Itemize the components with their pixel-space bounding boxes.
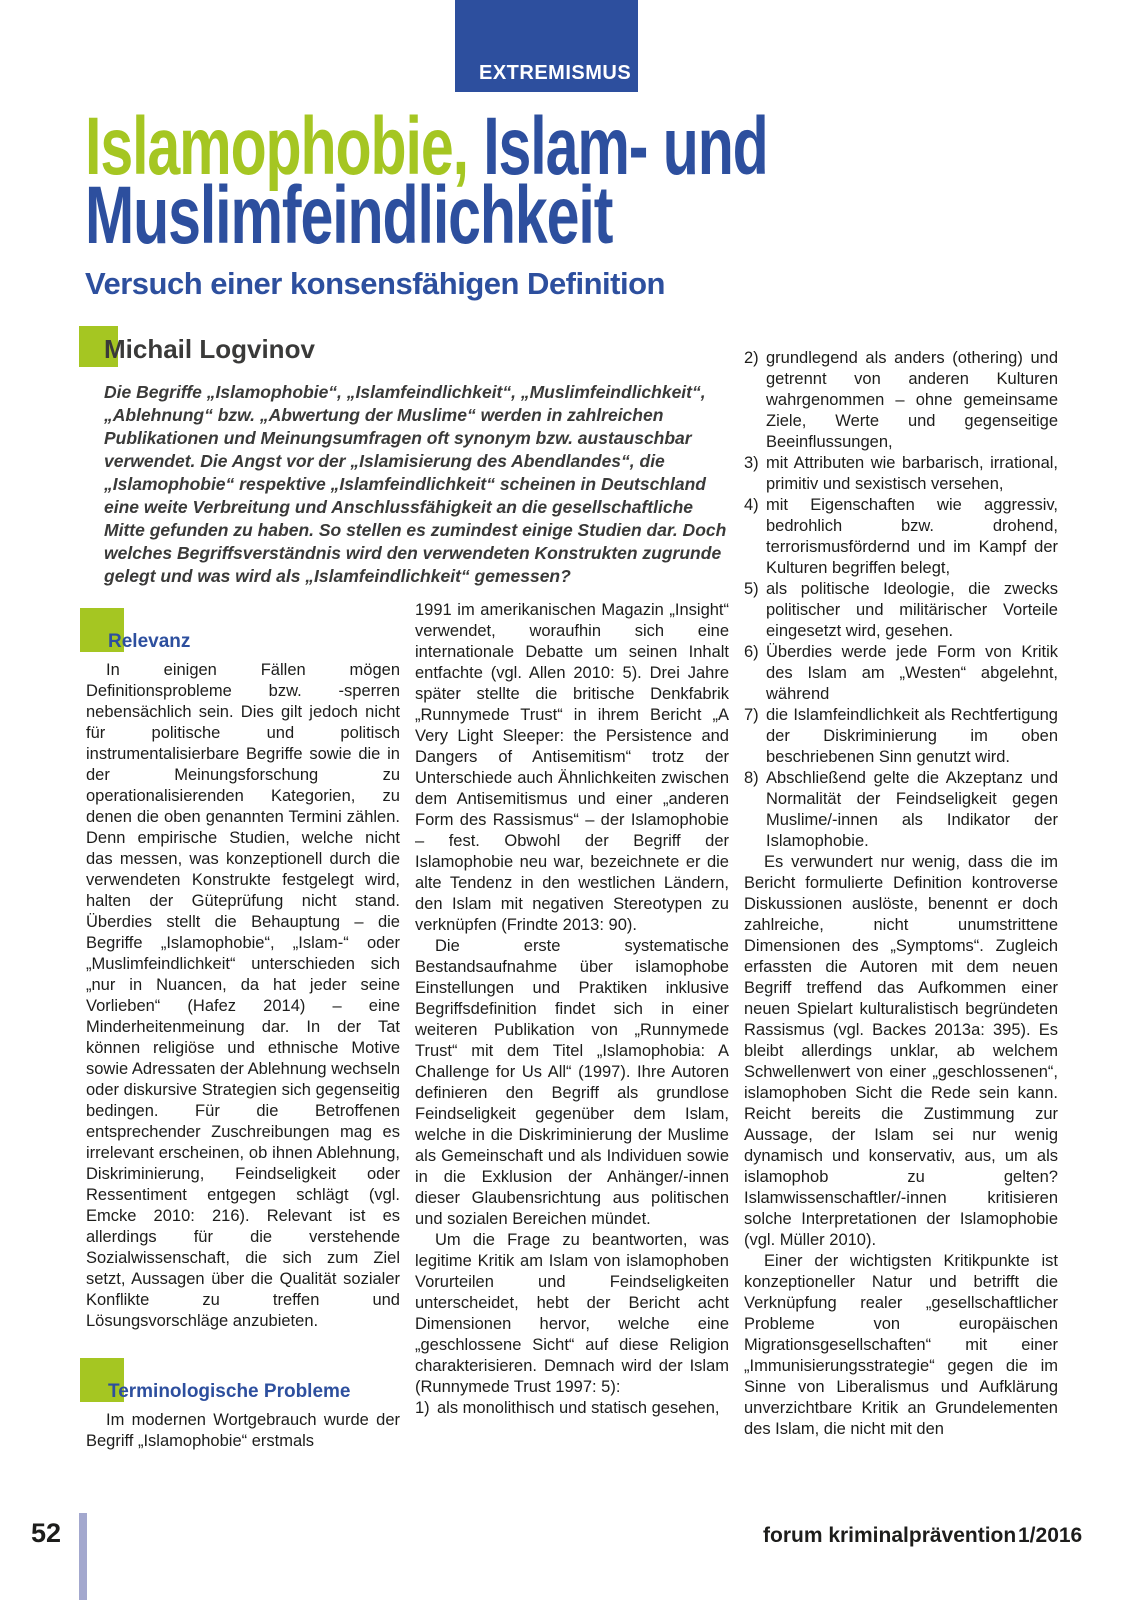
footer-decor-bar [79,1513,87,1600]
title-highlight: Islamophobie, [85,101,484,192]
list-item [744,579,1058,642]
item-text: Abschließend gelte die Akzeptanz und Normalität der Feindseligkeit gegen Muslime/-innen als Indikator der Islamophobie. [766,769,1058,850]
list-item [744,705,1058,768]
item-number: 6) [744,643,759,661]
item-number: 1) [415,1399,430,1417]
item-text: als monolithisch und statisch gesehen, [437,1399,720,1417]
section-heading-label: Relevanz [108,631,191,652]
item-number: 3) [744,454,759,472]
item-text: grundlegend als anders (othering) und getrennt von anderen Kulturen wahrgenommen – ohne gemeinsame Ziele, Werte und gegenseitige Beeinflussungen, [766,349,1058,451]
section-heading-terminologische-probleme [86,1350,400,1402]
column-2 [415,600,729,1419]
paragraph: Einer der wichtigsten Kritikpunkte ist konzeptioneller Natur und betrifft die Verknüpfung realer „gesellschaftlicher Probleme von europäischen Migrationsgesellschaften“ mit einer „Immunisierungsstrategie“ gegen die im Sinne von Liberalismus und Aufklärung unverzichtbare Kritik an Grundelementen des Islam, die nicht mit den [744,1252,1058,1438]
footer-journal-name: forum kriminalprävention [763,1524,1017,1547]
item-text: Überdies werde jede Form von Kritik des Islam am „Westen“ abgelehnt, während [766,643,1058,703]
item-number: 2) [744,349,759,367]
item-text: mit Attributen wie barbarisch, irrational, primitiv und sexistisch versehen, [766,454,1058,493]
item-number: 4) [744,496,759,514]
paragraph: Im modernen Wortgebrauch wurde der Begriff „Islamophobie“ erstmals [86,1411,400,1450]
item-text: mit Eigenschaften wie aggressiv, bedrohlich bzw. drohend, terrorismusfördernd und im Kampf der Kulturen begriffen belegt, [766,496,1058,577]
item-number: 7) [744,706,759,724]
list-item [415,1398,729,1419]
paragraph: Die erste systematische Bestandsaufnahme über islamophobe Einstellungen und Praktiken inklusive Begriffsdefinition findet sich in einer weiteren Publikation von „Runnymede Trust“ mit dem Titel „Islamophobia: A Challenge for Us All“ (1997). Ihre Autoren definieren den Begriff als grundlose Feindseligkeit gegenüber dem Islam, welche in die Diskriminierung der Muslime als Gemeinschaft und als Individuen sowie in die Exklusion der Anhänger/-innen dieser Glaubensrichtung aus politischen und sozialen Bereichen mündet. [415,937,729,1228]
title-line2: Muslimfeindlichkeit [85,170,613,261]
list-item [744,642,1058,705]
section-banner [455,0,638,92]
paragraph: In einigen Fällen mögen Definitionsprobleme bzw. -sperren nebensächlich sein. Dies gilt jedoch nicht für politische und politisch instrumentalisierbare Begriffe sowie die in der Meinungsforschung zu operationalisierenden Kategorien, zu denen die oben genannten Termini zählen. Denn empirische Studien, welche nicht das messen, was konzeptionell durch die verwendeten Konstrukte festgelegt wird, halten der Güteprüfung nicht stand. Überdies stellt die Behauptung – die Begriffe „Islamophobie“, „Islam-“ oder „Muslimfeindlichkeit“ unterschieden sich „nur in Nuancen, da hat jeder seine Vorlieben“ (Hafez 2014) – eine Minderheitenmeinung dar. In der Tat können religiöse und ethnische Motive sowie Adressaten der Ablehnung wechseln oder diskursive Strategien sich gegenseitig bedingen. Für die Betroffenen entsprechender Zuschreibungen mag es irrelevant erscheinen, ob ihnen Ablehnung, Diskriminierung, Feindseligkeit oder Ressentiment entgegen schlägt (vgl. Emcke 2010: 216). Relevant ist es allerdings für die verstehende Sozialwissenschaft, die sich zum Ziel setzt, Aussagen über die Qualität sozialer Konflikte zu treffen und Lösungsvorschläge anzubieten. [86,661,400,1330]
paragraph: Es verwundert nur wenig, dass die im Bericht formulierte Definition kontroverse Diskussionen auslöste, benennt er doch zahlreiche, nicht unumstrittene Dimensionen des „Symptoms“. Zugleich erfassten die Autoren mit dem neuen Begriff treffend das Aufkommen einer neuen Spielart kulturalistisch begründeten Rassismus (vgl. Backes 2013a: 395). Es bleibt allerdings unklar, ab welchem Schwellenwert von einer „geschlossenen“, islamophoben Sicht die Rede sein kann. Reicht bereits die Zustimmung zur Aussage, der Islam sei nur wenig dynamisch und konservativ, aus, um als islamophob zu gelten? Islamwissenschaftler/-innen kritisieren solche Interpretationen der Islamophobie (vgl. Müller 2010). [744,853,1058,1249]
list-item [744,768,1058,852]
item-number: 8) [744,769,759,787]
title-rest: Islam- und [483,101,768,192]
section-heading-relevanz [86,600,400,652]
item-number: 5) [744,580,759,598]
section-label: EXTREMISMUS [479,62,632,84]
footer-page-number: 52 [31,1518,62,1548]
paragraph: Um die Frage zu beantworten, was legitime Kritik am Islam von islamophoben Vorurteilen und Feindseligkeiten unterscheidet, hebt der Bericht acht Dimensionen hervor, welche eine „geschlossene Sicht“ auf diese Religion charakterisieren. Demnach wird der Islam (Runnymede Trust 1997: 5): [415,1231,729,1396]
item-text: die Islamfeindlichkeit als Rechtfertigung der Diskriminierung im oben beschriebenen Sinn genutzt wird. [766,706,1058,766]
paragraph: 1991 im amerikanischen Magazin „Insight“ verwendet, woraufhin sich eine internationale Debatte um seinen Inhalt entfachte (vgl. Allen 2010: 5). Drei Jahre später stellte die britische Denkfabrik „Runnymede Trust“ in ihrem Bericht „A Very Light Sleeper: the Persistence and Dangers of Antisemitism“ trotz der Unterschiede auch Ähnlichkeiten zwischen dem Antisemitismus und einer „anderen Form des Rassismus“ – der Islamophobie – fest. Obwohl der Begriff der Islamophobie neu war, bezeichnete er die alte Tendenz in den westlichen Ländern, den Islam mit negativen Stereotypen zu verknüpfen (Frindte 2013: 90). [415,601,729,934]
list-item [744,495,1058,579]
author-name: Michail Logvinov [104,334,315,364]
list-item [744,453,1058,495]
column-1 [86,600,400,1452]
footer-issue: 1/2016 [1018,1524,1083,1547]
article-abstract: Die Begriffe „Islamophobie“, „Islamfeindlichkeit“, „Muslimfeindlichkeit“, „Ablehnung“ bzw. „Abwertung der Muslime“ werden in zahlreichen Publikationen und Meinungsumfragen oft synonym bzw. austauschbar verwendet. Die Angst vor der „Islamisierung des Abendlandes“, die „Islamophobie“ respektive „Islamfeindlichkeit“ scheinen in Deutschland eine weite Verbreitung und Anschlussfähigkeit an die gesellschaftliche Mitte gefunden zu haben. So stellen es zumindest einige Studien dar. Doch welches Begriffsverständnis wird den verwendeten Konstrukten zugrunde gelegt und was wird als „Islamfeindlichkeit“ gemessen? [104,382,727,586]
section-heading-label: Terminologische Probleme [108,1381,351,1402]
item-text: als politische Ideologie, die zwecks politischer und militärischer Vorteile eingesetzt wird, gesehen. [766,580,1058,640]
list-item [744,348,1058,453]
column-3 [744,348,1058,1440]
article-subtitle: Versuch einer konsensfähigen Definition [85,266,665,301]
article-title [85,101,768,261]
